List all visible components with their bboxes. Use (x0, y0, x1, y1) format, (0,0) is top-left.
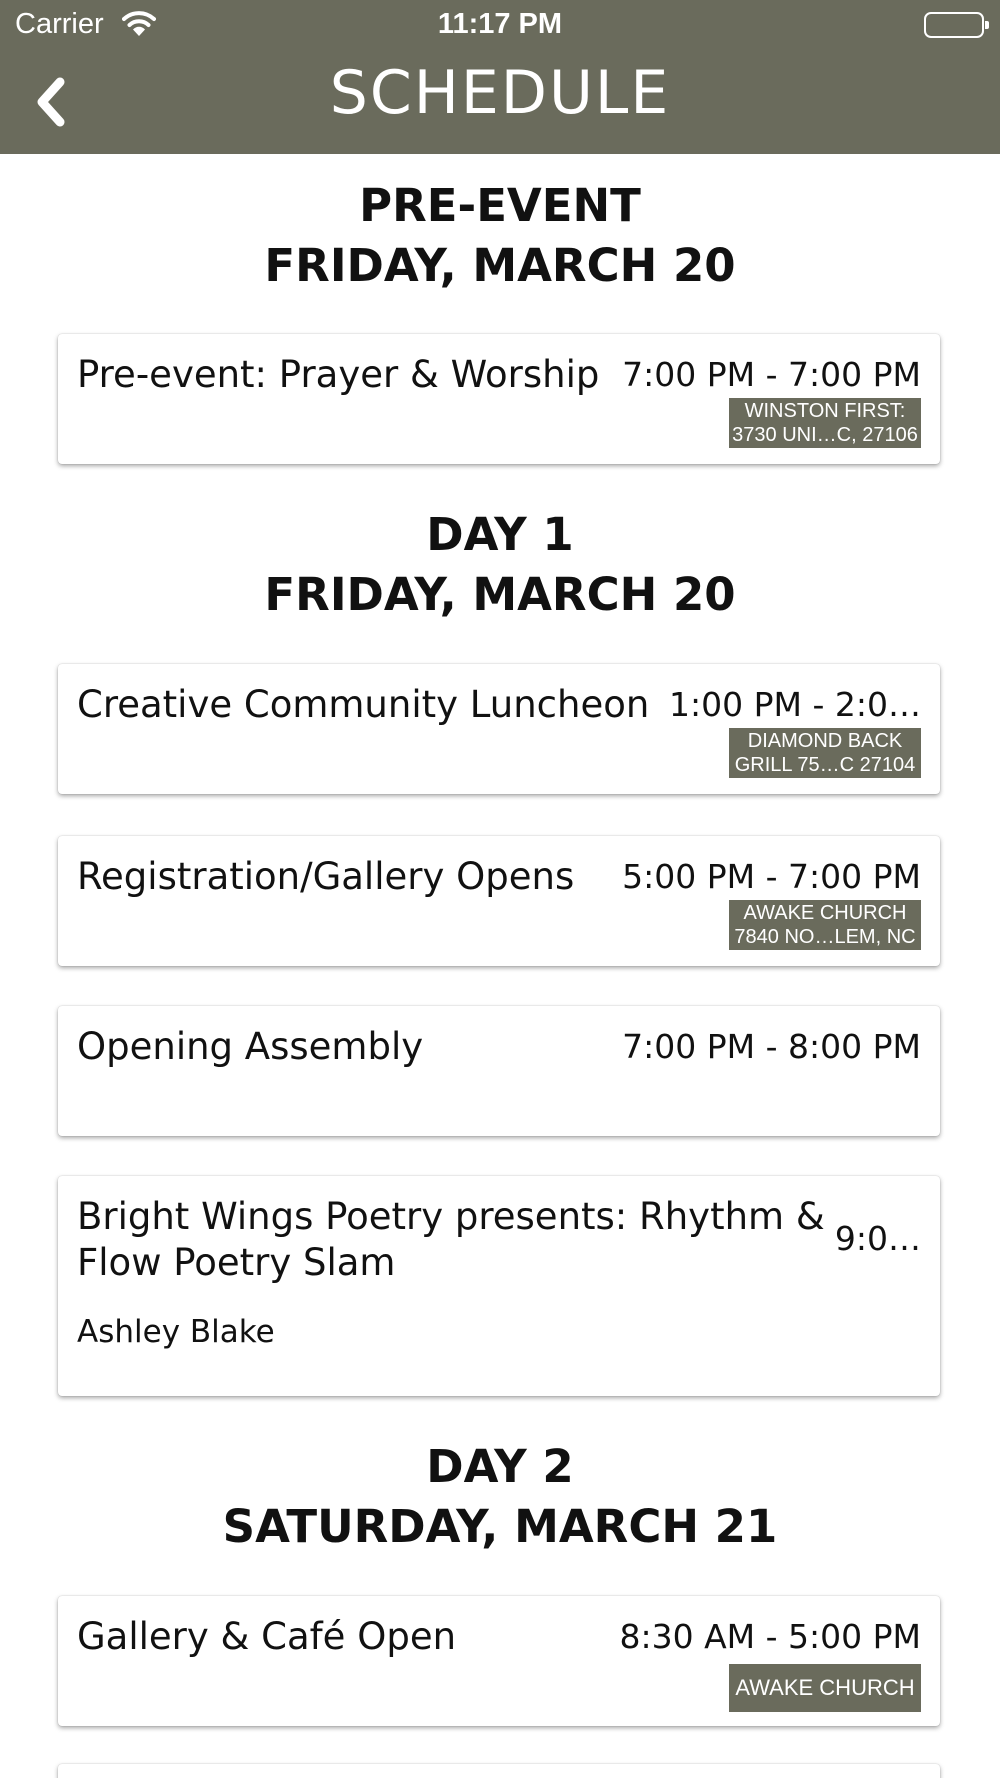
carrier-label: Carrier (15, 8, 104, 40)
page-title: SCHEDULE (329, 58, 671, 128)
event-card[interactable] (58, 836, 940, 966)
event-card[interactable] (58, 1596, 940, 1726)
location-line: 3730 UNI…C, 27106 (732, 424, 918, 446)
event-location-badge (729, 398, 921, 448)
event-title: Gallery & Café Open (77, 1615, 457, 1658)
event-time: 7:00 PM - 7:00 PM (622, 355, 921, 394)
event-card[interactable] (58, 664, 940, 794)
event-speaker: Ashley Blake (77, 1314, 275, 1350)
status-time: 11:17 PM (437, 8, 563, 40)
event-title: Pre-event: Prayer & Worship (77, 353, 600, 396)
section-title: DAY 1 (426, 508, 574, 561)
event-card[interactable] (58, 1176, 940, 1396)
location-line: DIAMOND BACK (747, 730, 903, 752)
event-time: 5:00 PM - 7:00 PM (622, 857, 921, 896)
event-card[interactable] (58, 334, 940, 464)
navigation-bar (0, 0, 1000, 154)
event-location-badge (729, 728, 921, 778)
event-title: Bright Wings Poetry presents: Rhythm & Flow Poetry Slam (77, 1195, 825, 1284)
event-location-badge (729, 1664, 921, 1712)
location-line: AWAKE CHURCH (743, 902, 907, 924)
section-title: PRE-EVENT (359, 179, 641, 232)
event-title: Registration/Gallery Opens (77, 855, 575, 898)
location-line: WINSTON FIRST: (744, 400, 906, 422)
section-date: FRIDAY, MARCH 20 (264, 568, 736, 621)
location-line: GRILL 75…C 27104 (734, 754, 916, 776)
event-card[interactable] (58, 1764, 940, 1778)
section-header (0, 505, 1000, 625)
event-location-badge (729, 900, 921, 950)
section-header (0, 1437, 1000, 1557)
battery-icon (924, 12, 984, 38)
section-date: SATURDAY, MARCH 21 (222, 1500, 778, 1553)
location-line: AWAKE CHURCH (735, 1675, 915, 1700)
location-line: 7840 NO…LEM, NC (734, 926, 916, 948)
event-card[interactable] (58, 1006, 940, 1136)
event-time: 1:00 PM - 2:0… (669, 685, 921, 724)
status-bar (0, 0, 1000, 50)
section-title: DAY 2 (426, 1440, 574, 1493)
section-date: FRIDAY, MARCH 20 (264, 239, 736, 292)
event-time: 9:0… (834, 1219, 921, 1258)
event-time: 8:30 AM - 5:00 PM (619, 1617, 921, 1656)
event-time: 7:00 PM - 8:00 PM (622, 1027, 921, 1066)
section-header (0, 176, 1000, 296)
event-title: Opening Assembly (77, 1025, 424, 1068)
event-title: Creative Community Luncheon (77, 683, 650, 726)
